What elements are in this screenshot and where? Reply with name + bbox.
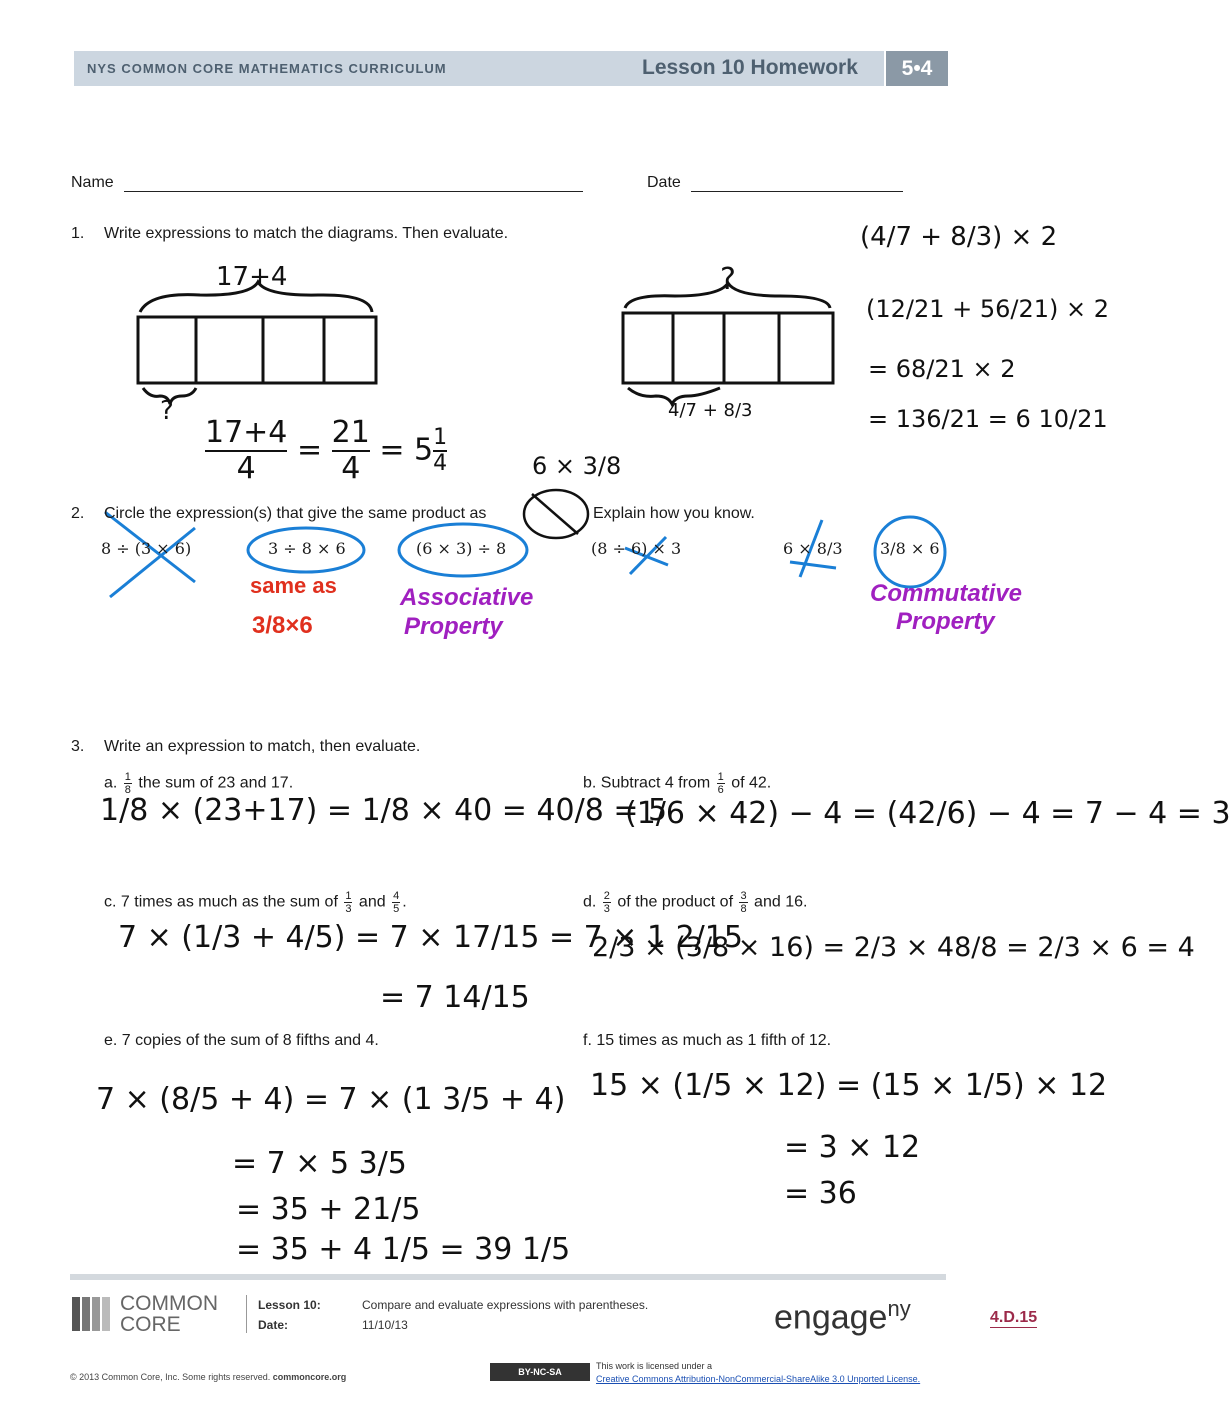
target-slash — [532, 494, 578, 534]
q3f-work-line-2: = 3 × 12 — [784, 1130, 921, 1165]
q2-note-commutative-property: Property — [896, 608, 995, 635]
q2-option-5[interactable]: 6 × 8/3 — [783, 539, 843, 558]
q3f-work-line-1: 15 × (1/5 × 12) = (15 × 1/5) × 12 — [590, 1068, 1108, 1103]
right-work-line-4: = 136/21 = 6 10/21 — [868, 405, 1108, 433]
right-question-mark: ? — [720, 262, 736, 297]
q2-number: 2. — [71, 505, 85, 522]
q3e-work-line-1: 7 × (8/5 + 4) = 7 × (1 3/5 + 4) — [96, 1082, 566, 1117]
cc-license-badge[interactable]: BY-NC-SA — [490, 1363, 590, 1381]
copyright: © 2013 Common Core, Inc. Some rights reserved. commoncore.org — [70, 1372, 347, 1382]
q3e-work-line-2: = 7 × 5 3/5 — [232, 1146, 407, 1181]
q3b-work: (1/6 × 42) − 4 = (42/6) − 4 = 7 − 4 = 3 — [625, 796, 1231, 831]
q2-option-2[interactable]: 3 ÷ 8 × 6 — [268, 539, 346, 558]
right-work-line-3: = 68/21 × 2 — [868, 355, 1016, 383]
page-number: 4.D.15 — [990, 1309, 1038, 1326]
grade-module-badge: 5•4 — [886, 51, 948, 86]
q2-note-associative-property: Property — [404, 613, 503, 640]
footer-date-value: 11/10/13 — [362, 1318, 408, 1332]
q3d-work: 2/3 × (3/8 × 16) = 2/3 × 48/8 = 2/3 × 6 = 4 — [592, 932, 1195, 963]
engageny-logo: engage$^{ny}$ — [774, 1296, 911, 1337]
curriculum-title: NYS COMMON CORE MATHEMATICS CURRICULUM — [87, 61, 447, 76]
q3e-work-line-4: = 35 + 4 1/5 = 39 1/5 — [236, 1232, 571, 1267]
right-bottom-label: 4/7 + 8/3 — [668, 400, 753, 421]
q2-prompt-b: Explain how you know. — [593, 505, 755, 522]
lesson-title: Lesson 10 Homework — [642, 56, 858, 79]
q2-option-6[interactable]: 3/8 × 6 — [880, 539, 940, 558]
common-core-logo-icon — [72, 1297, 114, 1331]
q3c-work-line-2: = 7 14/15 — [380, 980, 530, 1015]
q2-prompt-a: Circle the expression(s) that give the same product as — [104, 505, 487, 522]
q2-option-4[interactable]: (8 ÷ 6) × 3 — [591, 539, 682, 558]
q3f-work-line-3: = 36 — [784, 1176, 857, 1211]
q2-note-associative: Associative — [400, 584, 534, 611]
license-line-1: This work is licensed under a — [596, 1361, 713, 1371]
q2-note-fraction: 3/8×6 — [252, 612, 313, 639]
right-tape-diagram — [623, 283, 833, 404]
left-top-label: 17+4 — [216, 262, 288, 292]
q3-number: 3. — [71, 738, 85, 755]
q3f-item: f. 15 times as much as 1 fifth of 12. — [583, 1032, 832, 1049]
q3-prompt: Write an expression to match, then evaluate. — [104, 738, 421, 755]
footer-date-label: Date: — [258, 1318, 289, 1332]
footer-lesson-value: Compare and evaluate expressions with parentheses. — [362, 1298, 649, 1312]
common-core-wordmark: COMMON CORE — [120, 1292, 218, 1336]
q3b-item: b. Subtract 4 from $\frac{1}{6}$ of 42. — [583, 771, 772, 796]
footer-divider — [246, 1295, 247, 1333]
q2-target-handwritten: 6 × 3/8 — [532, 452, 622, 480]
q3e-work-line-3: = 35 + 21/5 — [236, 1192, 421, 1227]
q2-note-commutative: Commutative — [870, 580, 1023, 607]
right-work-line-1: (4/7 + 8/3) × 2 — [860, 222, 1058, 252]
left-answer: $\frac{17+4}{4}$ = $\frac{21}{4}$ = 5 $\frac{1}{4}$ — [205, 415, 448, 486]
q2-option-1[interactable]: 8 ÷ (3 × 6) — [101, 539, 192, 558]
left-tape-diagram — [138, 282, 376, 404]
q3a-work: 1/8 × (23+17) = 1/8 × 40 = 40/8 = 5 — [100, 793, 668, 828]
q1-prompt: Write expressions to match the diagrams. Then evaluate. — [104, 225, 509, 242]
q3e-item: e. 7 copies of the sum of 8 fifths and 4. — [104, 1032, 379, 1049]
footer-bar — [70, 1274, 946, 1280]
right-work-line-2: (12/21 + 56/21) × 2 — [866, 295, 1110, 323]
q3c-work-line-1: 7 × (1/3 + 4/5) = 7 × 17/15 = 7 × 1 2/15 — [118, 920, 743, 955]
date-label: Date — [647, 174, 681, 191]
q2-note-same-as: same as — [250, 573, 337, 598]
footer-lesson-label: Lesson 10: — [258, 1298, 321, 1312]
left-question-mark: ? — [160, 396, 174, 426]
q3a-item: a. $\frac{1}{8}$ the sum of 23 and 17. — [104, 771, 294, 796]
q1-number: 1. — [71, 225, 85, 242]
license-link[interactable]: Creative Commons Attribution-NonCommercial-ShareAlike 3.0 Unported License. — [596, 1374, 921, 1384]
q2-option-3[interactable]: (6 × 3) ÷ 8 — [416, 539, 507, 558]
name-label: Name — [71, 174, 114, 191]
q3d-item: d. $\frac{2}{3}$ of the product of $\frac{3}{8}$ and 16. — [583, 890, 808, 915]
q3c-item: c. 7 times as much as the sum of $\frac{1}{3}$ and $\frac{4}{5}$ . — [104, 890, 407, 915]
